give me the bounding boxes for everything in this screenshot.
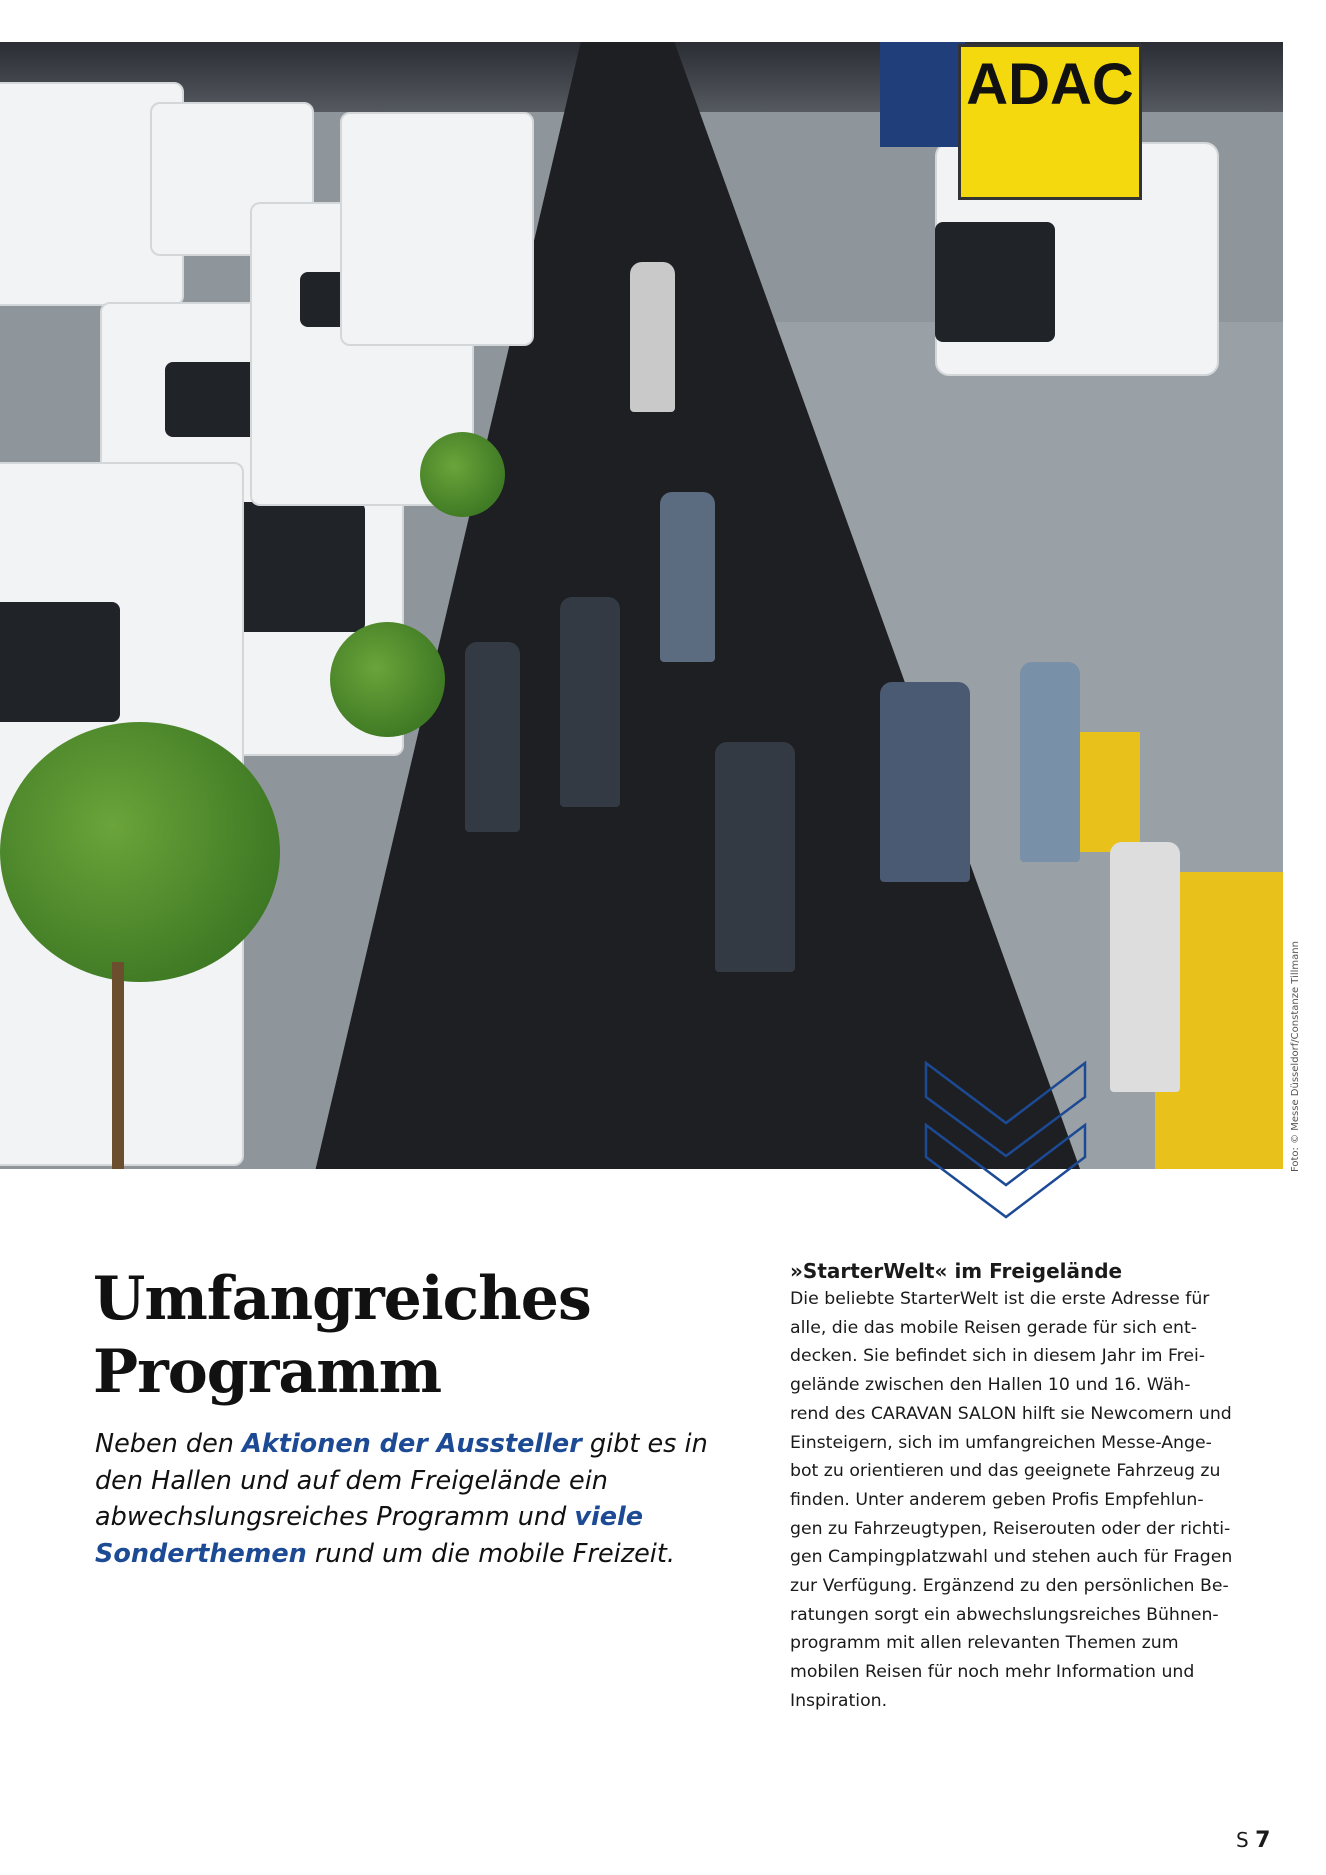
body-line: gelände zwischen den Hallen 10 und 16. Wäh- <box>790 1375 1191 1396</box>
body-line: Die beliebte StarterWelt ist die erste Adresse für <box>790 1289 1210 1309</box>
photo-credit: Foto: © Messe Düsseldorf/Constanze Tillmann <box>1290 941 1301 1172</box>
body-line: bot zu orientieren und das geeignete Fahrzeug zu <box>790 1461 1221 1482</box>
body-text <box>790 1285 1270 1716</box>
body-line: rend des CARAVAN SALON hilft sie Newcomern und <box>790 1403 1232 1424</box>
highlight-sonderthemen: viele Sonderthemen <box>95 1502 644 1569</box>
body-line: finden. Unter anderem geben Profis Empfehlun- <box>790 1489 1204 1510</box>
body-line: gen zu Fahrzeugtypen, Reiserouten oder der richti- <box>790 1518 1231 1539</box>
starterwelt-box <box>790 1257 1270 1716</box>
page-title: Umfangreiches Programm <box>93 1264 591 1407</box>
adac-sign: ADAC <box>958 44 1142 200</box>
body-line: Einsteigern, sich im umfangreichen Messe-Ange- <box>790 1432 1212 1453</box>
body-line: ratungen sorgt ein abwechslungsreiches Bühnen- <box>790 1604 1219 1625</box>
body-line: mobilen Reisen für noch mehr Information und <box>790 1662 1195 1683</box>
body-line: Inspiration. <box>790 1690 888 1711</box>
highlight-aussteller: Aktionen der Aussteller <box>242 1429 582 1459</box>
body-line: gen Campingplatzwahl und stehen auch für Fragen <box>790 1547 1233 1568</box>
body-line: decken. Sie befindet sich in diesem Jahr im Frei- <box>790 1346 1206 1367</box>
lead-paragraph: Neben den Aktionen der Aussteller gibt es in den Hallen und auf dem Freigelände ein abwechslungsreiches Programm und viele Sonderthemen rund um die mobile Freizeit. <box>95 1429 708 1569</box>
body-line: zur Verfügung. Ergänzend zu den persönlichen Be- <box>790 1576 1229 1597</box>
section-heading: »StarterWelt« im Freigelände <box>790 1259 1123 1283</box>
body-line: programm mit allen relevanten Themen zum <box>790 1633 1179 1654</box>
body-line: alle, die das mobile Reisen gerade für sich ent- <box>790 1317 1197 1338</box>
page-number: S 7 <box>1236 1828 1271 1853</box>
